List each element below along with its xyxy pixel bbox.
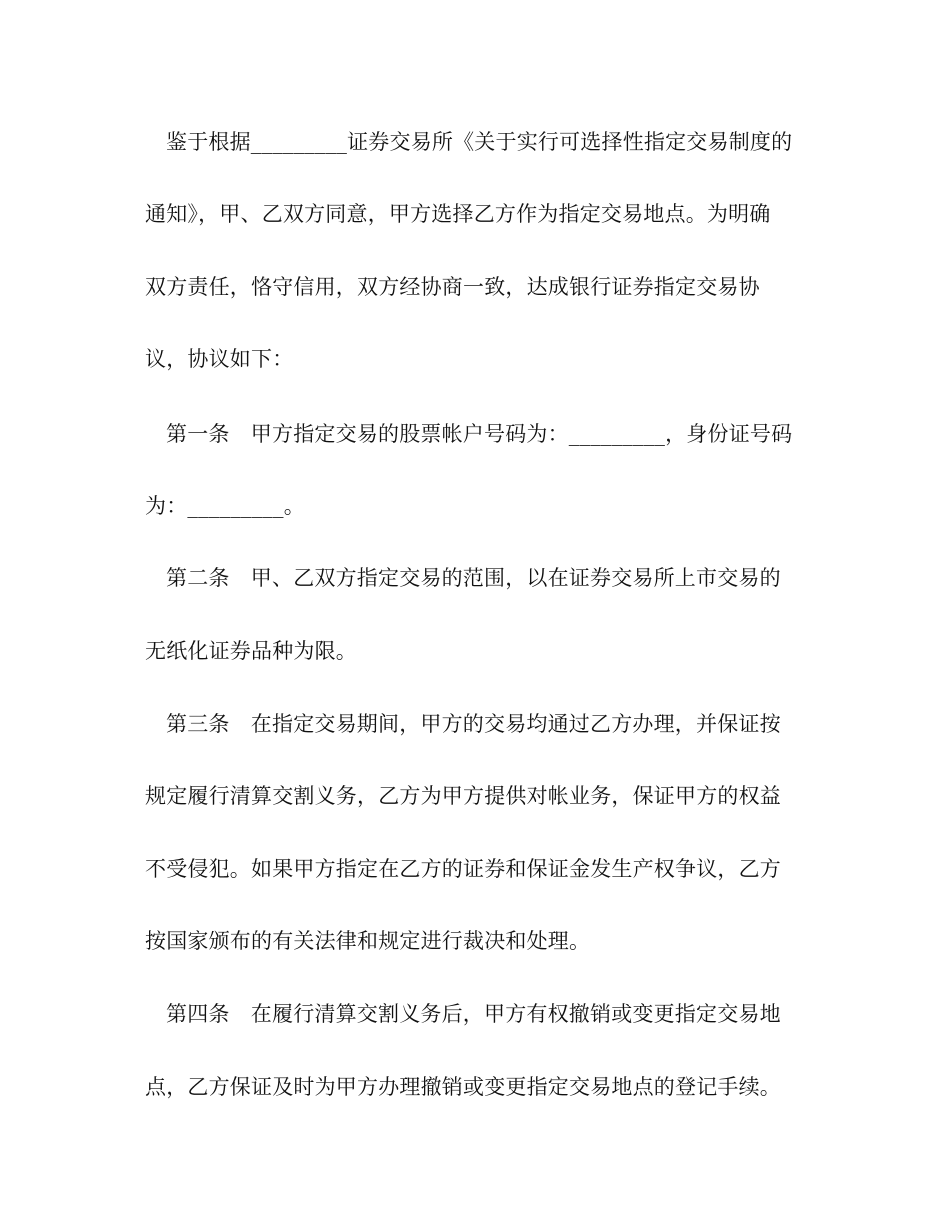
preamble-line-4: 议，协议如下：	[145, 347, 294, 371]
article-4-line-1: 第四条 在履行清算交割义务后，甲方有权撤销或变更指定交易地	[166, 1002, 781, 1026]
preamble-line-2: 通知》，甲、乙双方同意，甲方选择乙方作为指定交易地点。为明确	[145, 202, 771, 226]
article-4-line-2: 点，乙方保证及时为甲方办理撤销或变更指定交易地点的登记手续。	[145, 1075, 781, 1099]
article-3-line-4: 按国家颁布的有关法律和规定进行裁决和处理。	[145, 929, 591, 953]
article-3-line-2: 规定履行清算交割义务，乙方为甲方提供对帐业务，保证甲方的权益	[145, 784, 781, 808]
article-2-line-2: 无纸化证券品种为限。	[145, 639, 357, 663]
preamble-line-3: 双方责任，恪守信用，双方经协商一致，达成银行证券指定交易协	[145, 275, 760, 299]
article-3-line-1: 第三条 在指定交易期间，甲方的交易均通过乙方办理，并保证按	[166, 712, 781, 736]
article-3-line-3: 不受侵犯。如果甲方指定在乙方的证券和保证金发生产权争议，乙方	[145, 857, 781, 881]
article-1-line-1: 第一条 甲方指定交易的股票帐户号码为：_________，身份证号码	[166, 422, 793, 446]
article-1-line-2: 为：_________。	[145, 494, 305, 518]
article-2-line-1: 第二条 甲、乙双方指定交易的范围，以在证券交易所上市交易的	[166, 566, 781, 590]
preamble-line-1: 鉴于根据_________证券交易所《关于实行可选择性指定交易制度的	[166, 130, 793, 154]
